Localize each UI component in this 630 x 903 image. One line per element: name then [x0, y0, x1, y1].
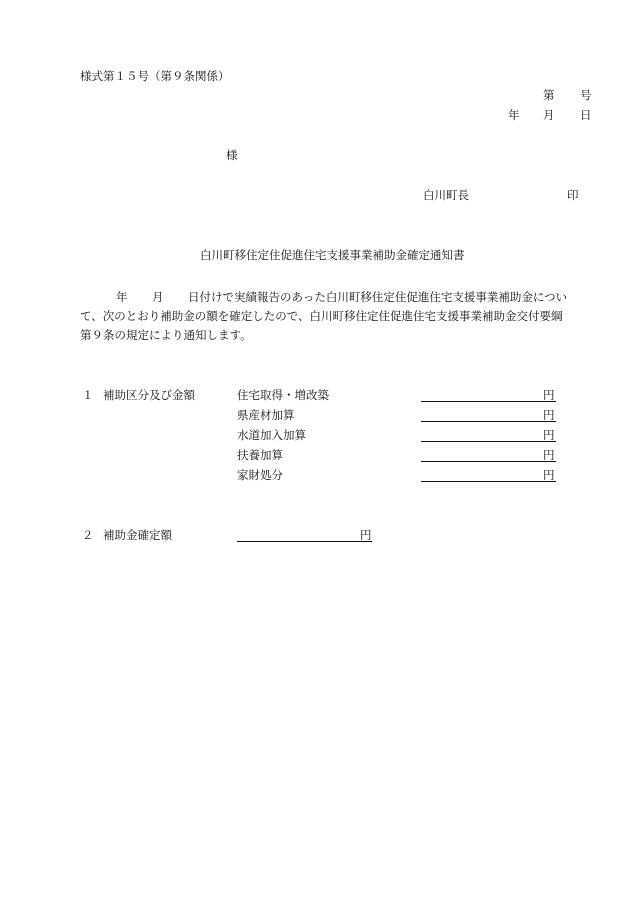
- yen-dependents: 円: [543, 448, 555, 462]
- body-date-gatsu: 月: [152, 290, 164, 304]
- body-line1: 日付けで実績報告のあった白川町移住定住促進住宅支援事業補助金につい: [188, 290, 568, 304]
- item-name-water: 水道加入加算: [237, 428, 306, 442]
- amount-line-water: [421, 428, 556, 442]
- issuer-title: 白川町長: [423, 188, 469, 202]
- issuer-seal: 印: [567, 188, 579, 202]
- yen-confirmed: 円: [360, 528, 372, 542]
- confirmed-amount-line: [237, 528, 372, 542]
- amount-line-housing: [421, 388, 556, 402]
- section1-label: 補助区分及び金額: [103, 388, 195, 402]
- body-line2: て、次のとおり補助金の額を確定したので、白川町移住定住促進住宅支援事業補助金交付要綱: [80, 309, 563, 323]
- document-title: 白川町移住定住促進住宅支援事業補助金確定通知書: [200, 248, 465, 262]
- section1-number: １: [82, 388, 94, 402]
- item-name-housing: 住宅取得・増改築: [237, 388, 329, 402]
- amount-line-prefecture-wood: [421, 408, 556, 422]
- date-gatsu: 月: [543, 108, 555, 122]
- doc-number-dai: 第: [543, 88, 555, 102]
- date-nen: 年: [508, 108, 520, 122]
- form-number: 様式第１５号（第９条関係）: [80, 69, 230, 83]
- yen-disposal: 円: [543, 468, 555, 482]
- yen-water: 円: [543, 428, 555, 442]
- section2-number: ２: [82, 528, 94, 542]
- item-name-prefecture-wood: 県産材加算: [237, 408, 295, 422]
- amount-line-dependents: [421, 448, 556, 462]
- body-date-nen: 年: [116, 290, 128, 304]
- addressee-suffix: 様: [226, 148, 238, 162]
- item-name-disposal: 家財処分: [237, 468, 283, 482]
- date-nichi: 日: [580, 108, 592, 122]
- item-name-dependents: 扶養加算: [237, 448, 283, 462]
- section2-label: 補助金確定額: [103, 528, 172, 542]
- yen-housing: 円: [543, 388, 555, 402]
- yen-prefecture-wood: 円: [543, 408, 555, 422]
- body-line3: 第９条の規定により通知します。: [80, 328, 252, 342]
- doc-number-go: 号: [580, 88, 592, 102]
- amount-line-disposal: [421, 468, 556, 482]
